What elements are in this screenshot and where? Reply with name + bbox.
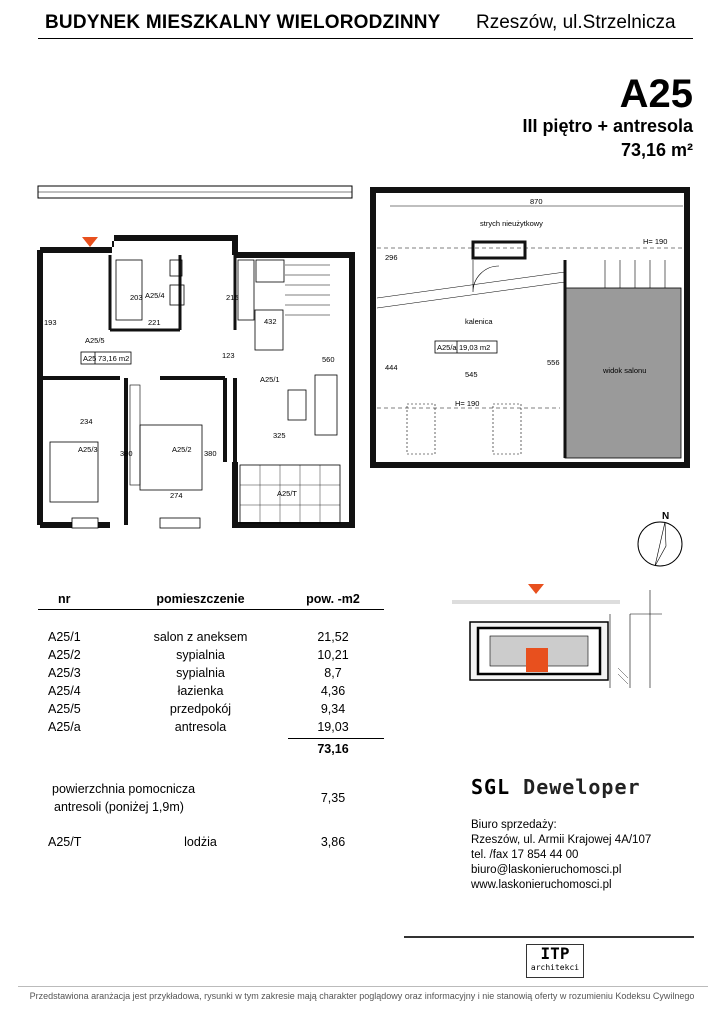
office-email[interactable]: biuro@laskonieruchomosci.pl [471,864,622,876]
site-plan [452,584,692,694]
dim-label: 380 [120,449,133,458]
dim-label: 274 [170,491,183,500]
living-view-label: widok salonu [603,366,647,375]
total-area: 73,16 [317,742,349,756]
height-label: H= 190 [455,399,480,408]
dim-label: 870 [530,197,543,206]
dim-label: 545 [465,370,478,379]
dim-label: 123 [222,351,235,360]
dim-label: 556 [547,358,560,367]
unit-tag-area: 73,16 m2 [98,354,130,363]
table-row: A25/3 sypialnia 8,7 [48,666,342,680]
table-row: A25/a antresola 19,03 [48,720,349,734]
architect-logo: ITP architekci [526,944,584,978]
location-marker-icon [528,584,544,594]
floor-label: III piętro + antresola [522,116,693,136]
disclaimer: Przedstawiona aranżacja jest przykładowa, rysunki w tym zakresie mają charakter poglądowy oraz informacyjny i nie stanowią oferty w rozumieniu Kodeksu Cywilnego [29,991,695,1001]
room-label-a25-t: A25/T [277,489,298,498]
unit-code: A25 [619,72,693,116]
aux-area-value: 7,35 [320,791,346,805]
dim-label: 296 [385,253,398,262]
table-header [38,592,384,610]
table-row: A25/2 sypialnia 10,21 [48,648,349,662]
ridge-label: kalenica [465,317,493,326]
room-label-a25-5: A25/5 [85,336,105,345]
dim-label: 221 [148,318,161,327]
dim-label: 203 [130,293,143,302]
entrance-marker-icon [82,237,98,247]
table-row: A25/1 salon z aneksem 21,52 [48,630,349,644]
unit-area: 73,16 m² [620,140,693,160]
dim-label: 380 [204,449,217,458]
aux-area-row: powierzchnia pomocnicza [52,782,196,796]
table-row: A25/4 łazienka 4,36 [48,684,346,698]
header-area: pow. -m2 [306,592,360,606]
dim-label: 325 [273,431,286,440]
unit-highlight [526,648,548,672]
compass-north: N [662,511,670,522]
dim-label: 215 [226,293,239,302]
dim-label: 193 [44,318,57,327]
room-label-a25-2: A25/2 [172,445,192,454]
floor-plan [30,180,360,530]
mezzanine-plan [365,180,695,472]
table-row: A25/5 przedpokój 9,34 [48,702,346,716]
dim-label: 432 [264,317,277,326]
dim-label: 444 [385,363,398,372]
room-label-a25-3: A25/3 [78,445,98,454]
unit-tag-code: A25 [83,354,97,363]
sales-office: Biuro sprzedaży: Rzeszów, ul. Armii Krajowej 4A/107 tel. /fax 17 854 44 00 biuro@laskonieruchomosci.pl www.laskonieruchomosci.pl [471,819,652,891]
location-text: Rzeszów, ul.Strzelnicza [476,12,676,33]
dim-label: 560 [322,355,335,364]
height-label: H= 190 [643,237,668,246]
footer-divider [404,936,694,938]
building-title: BUDYNEK MIESZKALNY WIELORODZINNY [45,12,441,33]
dim-label: 234 [80,417,93,426]
header-room: pomieszczenie [156,592,245,606]
header-nr: nr [58,592,71,606]
developer-logo: SGL Deweloper [471,775,641,799]
compass-icon [632,508,692,570]
loggia-row: A25/T lodżia 3,86 [48,835,346,849]
mezzanine-tag-code: A25/a [437,343,457,352]
table-total-row [38,742,384,760]
mezzanine-tag-area: 19,03 m2 [459,343,491,352]
attic-label: strych nieużytkowy [480,219,543,228]
room-label-a25-4: A25/4 [145,291,165,300]
header-divider [38,38,693,39]
office-website[interactable]: www.laskonieruchomosci.pl [471,879,612,891]
room-label-a25-1: A25/1 [260,375,280,384]
